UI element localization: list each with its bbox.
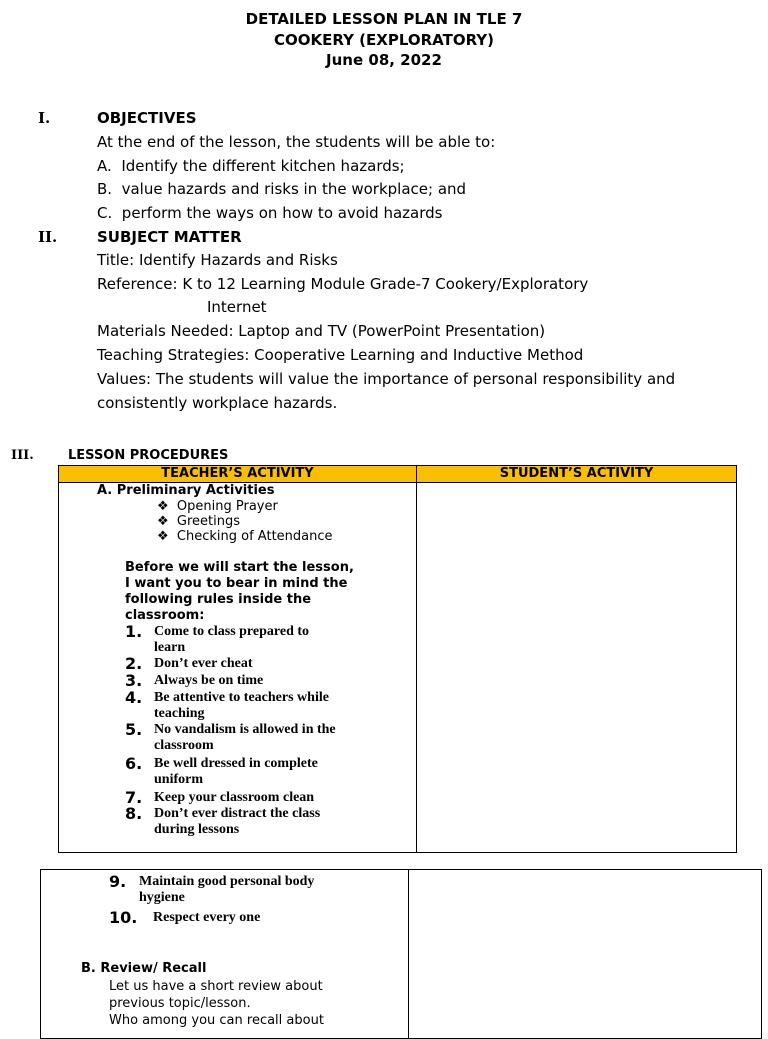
objective-letter: A.: [97, 157, 112, 175]
review-recall-title: B. Review/ Recall: [81, 961, 207, 976]
rule-text-cont: hygiene: [139, 890, 185, 905]
subject-matter-heading: SUBJECT MATTER: [97, 228, 242, 246]
rules-intro-line: classroom:: [125, 608, 205, 623]
rule-text: Don’t ever distract the class: [154, 806, 321, 821]
rule-text-cont: during lessons: [154, 822, 240, 837]
section-number-i: I.: [38, 109, 51, 127]
subject-reference-internet: Internet: [207, 298, 267, 316]
rule-number: 8.: [125, 804, 143, 823]
prelim-item: ❖ Greetings: [157, 514, 241, 529]
rule-number: 9.: [109, 872, 127, 891]
objective-text: Identify the different kitchen hazards;: [121, 157, 405, 175]
subject-values-cont: consistently workplace hazards.: [97, 394, 338, 412]
objective-letter: C.: [97, 204, 113, 222]
preliminary-activities-title: A. Preliminary Activities: [97, 483, 275, 498]
diamond-bullet-icon: ❖: [157, 499, 169, 514]
rule-text: Come to class prepared to: [154, 624, 310, 639]
doc-date: June 08, 2022: [326, 51, 442, 69]
review-line: Who among you can recall about: [109, 1013, 324, 1028]
rule-text: Maintain good personal body: [139, 874, 315, 889]
rule-text-cont: classroom: [154, 738, 214, 753]
objective-item-b: [97, 177, 466, 201]
rule-text-cont: learn: [154, 640, 186, 655]
procedures-table: [58, 465, 737, 853]
rule-number: 2.: [125, 654, 143, 673]
diamond-bullet-icon: ❖: [157, 514, 169, 529]
rule-text: No vandalism is allowed in the: [154, 722, 336, 737]
rule-text: Respect every one: [139, 910, 261, 925]
objectives-intro: At the end of the lesson, the students will be able to:: [97, 133, 496, 151]
student-activity-header: STUDENT’S ACTIVITY: [417, 466, 736, 483]
column-divider: [416, 466, 417, 852]
rule-text-cont: uniform: [154, 772, 203, 787]
procedures-table-continued: [40, 869, 762, 1039]
rule-text: Be well dressed in complete: [154, 756, 318, 771]
objectives-heading: OBJECTIVES: [97, 109, 197, 127]
review-line: Let us have a short review about: [109, 979, 323, 994]
subject-materials: Materials Needed: Laptop and TV (PowerPoint Presentation): [97, 322, 546, 340]
section-number-ii: II.: [38, 228, 58, 246]
rules-intro-line: I want you to bear in mind the: [125, 576, 348, 591]
rule-number: 1.: [125, 622, 143, 641]
rule-number: 3.: [125, 671, 143, 690]
subject-title: Title: Identify Hazards and Risks: [97, 251, 338, 269]
objective-text: value hazards and risks in the workplace; and: [121, 180, 467, 198]
procedures-heading: LESSON PROCEDURES: [68, 448, 229, 463]
rule-number: 10.: [109, 908, 138, 927]
prelim-item: ❖ Opening Prayer: [157, 499, 278, 514]
rule-number: 7.: [125, 788, 143, 807]
doc-title-line2: COOKERY (EXPLORATORY): [273, 31, 495, 49]
rule-text-cont: teaching: [154, 706, 205, 721]
rule-text: Don’t ever cheat: [154, 656, 253, 671]
objective-item-a: [97, 154, 405, 178]
doc-title-line1: DETAILED LESSON PLAN IN TLE 7: [245, 10, 523, 28]
prelim-item: ❖ Checking of Attendance: [157, 529, 333, 544]
review-line: previous topic/lesson.: [109, 996, 251, 1011]
subject-reference: Reference: K to 12 Learning Module Grade-7 Cookery/Exploratory: [97, 275, 589, 293]
subject-strategies: Teaching Strategies: Cooperative Learning and Inductive Method: [97, 346, 584, 364]
rules-intro-line: Before we will start the lesson,: [125, 560, 354, 575]
rule-number: 6.: [125, 754, 143, 773]
objective-item-c: [97, 201, 442, 225]
subject-values: Values: The students will value the importance of personal responsibility and: [97, 370, 676, 388]
rule-text: Always be on time: [154, 673, 264, 688]
objective-letter: B.: [97, 180, 113, 198]
rule-text: Be attentive to teachers while: [154, 690, 329, 705]
rule-number: 4.: [125, 688, 143, 707]
rule-number: 5.: [125, 720, 143, 739]
teacher-activity-header: TEACHER’S ACTIVITY: [59, 466, 416, 483]
column-divider: [408, 870, 409, 1038]
rules-intro-line: following rules inside the: [125, 592, 312, 607]
rule-text: Keep your classroom clean: [154, 790, 315, 805]
objective-text: perform the ways on how to avoid hazards: [121, 204, 443, 222]
diamond-bullet-icon: ❖: [157, 529, 169, 544]
section-number-iii: III.: [11, 448, 34, 463]
